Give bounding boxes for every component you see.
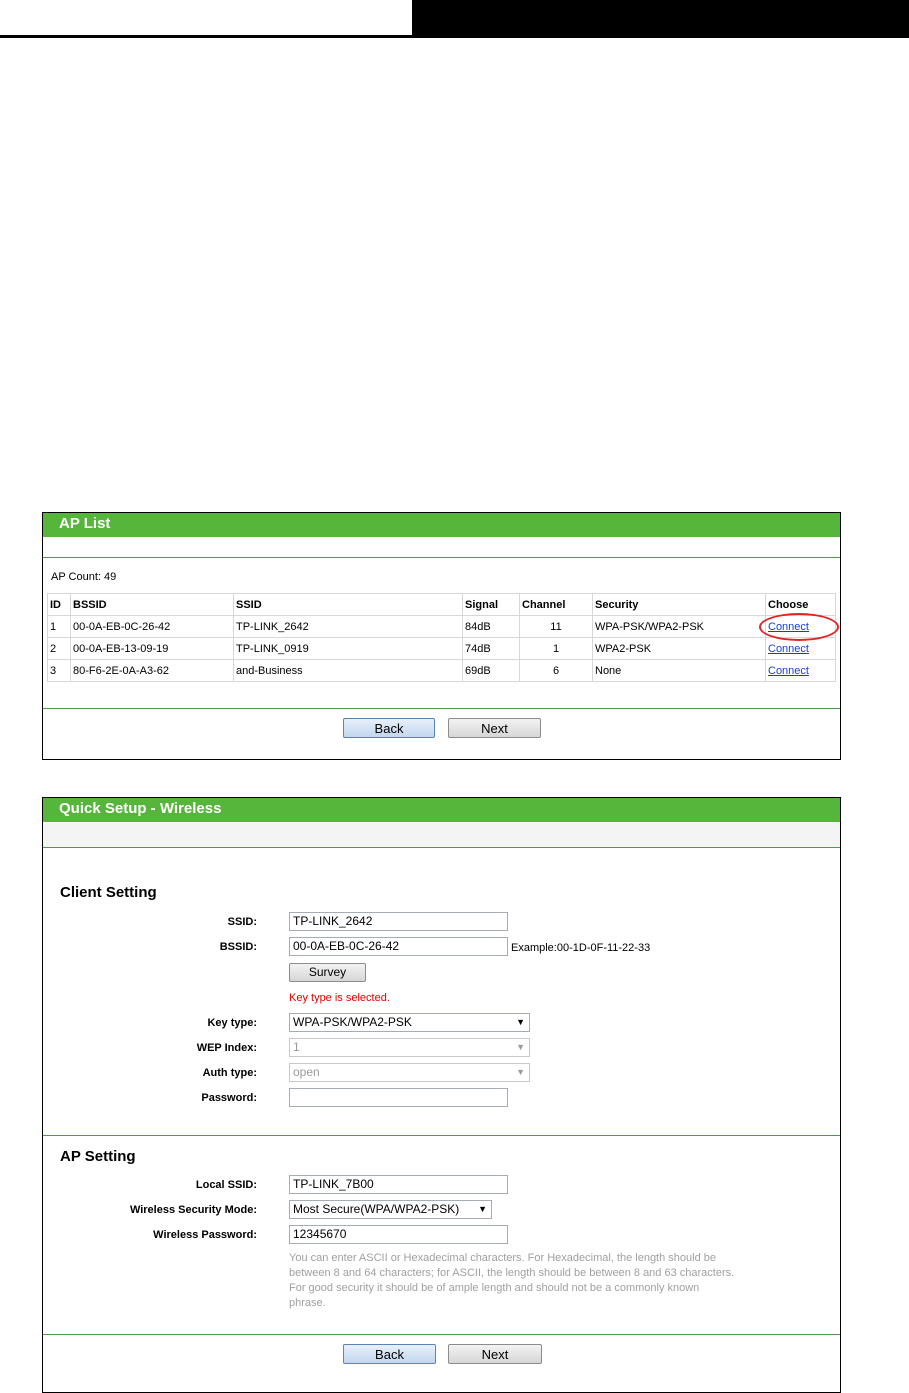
connect-link[interactable]: Connect bbox=[768, 642, 809, 655]
back-button[interactable]: Back bbox=[343, 1344, 436, 1364]
row-ssid: TP-LINK_2642 bbox=[234, 616, 463, 638]
ap-setting-heading: AP Setting bbox=[60, 1148, 136, 1165]
column-header-id: ID bbox=[48, 594, 71, 616]
key-type-label: Key type: bbox=[207, 1017, 257, 1029]
row-security: WPA2-PSK bbox=[593, 638, 766, 660]
next-button[interactable]: Next bbox=[448, 1344, 542, 1364]
row-channel: 6 bbox=[520, 660, 593, 682]
chevron-down-icon: ▼ bbox=[516, 1042, 525, 1052]
connect-link[interactable]: Connect bbox=[768, 620, 809, 633]
row-signal: 84dB bbox=[463, 616, 520, 638]
row-id: 3 bbox=[48, 660, 71, 682]
divider bbox=[43, 847, 840, 848]
row-bssid: 00-0A-EB-13-09-19 bbox=[71, 638, 234, 660]
password-help-text: You can enter ASCII or Hexadecimal characters. For Hexadecimal, the length should be between 8 and 64 characters; for ASCII, the length should be between 8 and 63 characters. For good security it should be of ample length and should not be a commonly known phrase. bbox=[289, 1252, 735, 1309]
ap-list-title: AP List bbox=[43, 513, 840, 537]
client-setting-heading: Client Setting bbox=[60, 884, 157, 901]
auth-type-value: open bbox=[293, 1065, 320, 1079]
wireless-password-label: Wireless Password: bbox=[153, 1229, 257, 1241]
row-channel: 1 bbox=[520, 638, 593, 660]
column-header-choose: Choose bbox=[766, 594, 836, 616]
security-mode-value: Most Secure(WPA/WPA2-PSK) bbox=[293, 1202, 460, 1216]
row-security: WPA-PSK/WPA2-PSK bbox=[593, 616, 766, 638]
ap-list-panel bbox=[42, 512, 841, 760]
table-header-row bbox=[48, 594, 836, 616]
row-ssid: TP-LINK_0919 bbox=[234, 638, 463, 660]
local-ssid-input[interactable]: TP-LINK_7B00 bbox=[289, 1175, 508, 1194]
column-header-ssid: SSID bbox=[234, 594, 463, 616]
row-signal: 74dB bbox=[463, 638, 520, 660]
key-type-value: WPA-PSK/WPA2-PSK bbox=[293, 1015, 412, 1029]
wireless-password-input[interactable]: 12345670 bbox=[289, 1225, 508, 1244]
quick-setup-wireless-panel bbox=[42, 797, 841, 1393]
row-id: 1 bbox=[48, 616, 71, 638]
page-header-bar bbox=[412, 0, 909, 38]
column-header-signal: Signal bbox=[463, 594, 520, 616]
row-bssid: 00-0A-EB-0C-26-42 bbox=[71, 616, 234, 638]
wep-index-label: WEP Index: bbox=[196, 1042, 257, 1054]
column-header-bssid: BSSID bbox=[71, 594, 234, 616]
chevron-down-icon: ▼ bbox=[516, 1017, 525, 1027]
row-choose-cell bbox=[766, 660, 836, 682]
wireless-title: Quick Setup - Wireless bbox=[43, 798, 840, 822]
auth-type-select[interactable] bbox=[289, 1063, 530, 1082]
wep-index-value: 1 bbox=[293, 1040, 300, 1054]
row-id: 2 bbox=[48, 638, 71, 660]
row-signal: 69dB bbox=[463, 660, 520, 682]
ap-count-value: 49 bbox=[104, 571, 117, 583]
row-ssid: and-Business bbox=[234, 660, 463, 682]
column-header-security: Security bbox=[593, 594, 766, 616]
header-band bbox=[43, 823, 840, 847]
password-label: Password: bbox=[201, 1092, 257, 1104]
wep-index-select[interactable] bbox=[289, 1038, 530, 1057]
row-choose-cell bbox=[766, 638, 836, 660]
next-button[interactable]: Next bbox=[448, 718, 541, 738]
chevron-down-icon: ▼ bbox=[516, 1067, 525, 1077]
security-mode-select[interactable] bbox=[289, 1200, 492, 1219]
row-bssid: 80-F6-2E-0A-A3-62 bbox=[71, 660, 234, 682]
key-type-note: Key type is selected. bbox=[289, 992, 390, 1004]
bssid-label: BSSID: bbox=[219, 941, 257, 953]
security-mode-label: Wireless Security Mode: bbox=[129, 1204, 257, 1216]
survey-button[interactable]: Survey bbox=[289, 963, 366, 982]
ssid-input[interactable]: TP-LINK_2642 bbox=[289, 912, 508, 931]
auth-type-label: Auth type: bbox=[202, 1067, 257, 1079]
ap-count-label: AP Count: bbox=[51, 571, 101, 583]
ssid-label: SSID: bbox=[227, 916, 257, 928]
divider bbox=[43, 708, 840, 709]
row-security: None bbox=[593, 660, 766, 682]
ap-table bbox=[47, 593, 836, 682]
local-ssid-label: Local SSID: bbox=[195, 1179, 257, 1191]
table-row bbox=[48, 660, 836, 682]
divider bbox=[43, 1135, 840, 1136]
connect-link[interactable]: Connect bbox=[768, 664, 809, 677]
page-header-rule bbox=[0, 35, 412, 38]
column-header-channel: Channel bbox=[520, 594, 593, 616]
divider bbox=[43, 1334, 840, 1335]
password-input[interactable] bbox=[289, 1088, 508, 1107]
table-row bbox=[48, 638, 836, 660]
key-type-select[interactable] bbox=[289, 1013, 530, 1032]
bssid-input[interactable]: 00-0A-EB-0C-26-42 bbox=[289, 937, 508, 956]
ap-count bbox=[51, 571, 116, 583]
chevron-down-icon: ▼ bbox=[478, 1204, 487, 1214]
row-channel: 11 bbox=[520, 616, 593, 638]
divider bbox=[43, 557, 840, 558]
back-button[interactable]: Back bbox=[343, 718, 435, 738]
row-choose-cell bbox=[766, 616, 836, 638]
bssid-example: Example:00-1D-0F-11-22-33 bbox=[511, 942, 651, 954]
table-row bbox=[48, 616, 836, 638]
